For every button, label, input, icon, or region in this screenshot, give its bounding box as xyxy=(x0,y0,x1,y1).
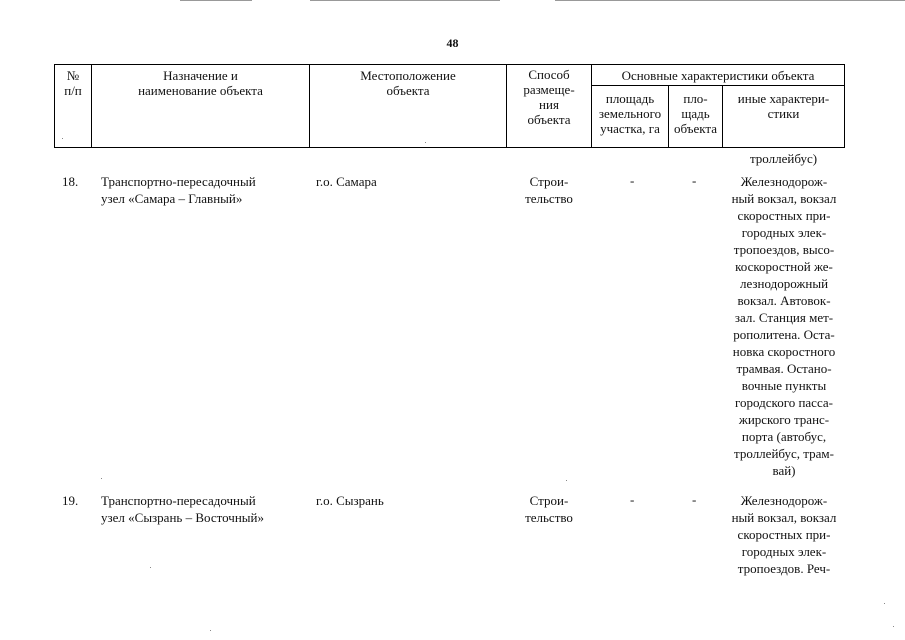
header-location: Местоположение объекта xyxy=(360,68,456,98)
scan-speck xyxy=(884,603,885,604)
page-number: 48 xyxy=(446,36,459,50)
scan-speck xyxy=(566,480,567,481)
row-object-area: - xyxy=(692,173,697,188)
header-purpose: Назначение и наименование объекта xyxy=(138,68,263,98)
row-location: г.о. Самара xyxy=(316,174,377,189)
row-number: 19. xyxy=(62,493,79,508)
row-number: 18. xyxy=(62,174,79,189)
row-purpose: Транспортно-пересадочный узел «Сызрань – Восточный» xyxy=(101,493,264,525)
top-rule xyxy=(310,0,500,1)
row-other-characteristics: Железнодорож- ный вокзал, вокзал скоростных при- городных элек- тропоездов, высо- коскоростной же- лезнодорожный вокзал. Автовок- зал. Станция мет- рополитена. Оста- новка скоростного трамвая. Остано- вочные пункты городского пасса- жирского транс- порта (автобус, троллейбус, трам- вай) xyxy=(731,174,837,478)
scan-speck xyxy=(150,567,151,568)
row-location: г.о. Сызрань xyxy=(316,493,384,508)
row-purpose: Транспортно-пересадочный узел «Самара – Главный» xyxy=(101,174,256,206)
row-land-area: - xyxy=(630,173,635,188)
header-method: Способ размеще- ния объекта xyxy=(523,67,575,127)
scan-speck xyxy=(893,626,894,627)
header-object-area: пло- щадь объекта xyxy=(673,91,718,136)
top-rule xyxy=(180,0,252,1)
row-method: Строи- тельство xyxy=(525,493,573,525)
row-method: Строи- тельство xyxy=(525,174,573,206)
scan-speck xyxy=(62,138,63,139)
scan-speck xyxy=(210,630,211,631)
top-rule xyxy=(555,0,905,1)
scan-speck xyxy=(425,142,426,143)
header-other-characteristics: иные характери- стики xyxy=(737,91,830,121)
header-number: № п/п xyxy=(64,68,82,98)
row-other-characteristics: Железнодорож- ный вокзал, вокзал скоростных при- городных элек- тропоездов. Реч- xyxy=(731,493,837,576)
row-land-area: - xyxy=(630,492,635,507)
header-land-area: площадь земельного участка, га xyxy=(598,91,662,136)
scan-speck xyxy=(101,478,102,479)
row-object-area: - xyxy=(692,492,697,507)
header-main-characteristics: Основные характеристики объекта xyxy=(621,68,815,83)
carryover-text: троллейбус) xyxy=(749,151,818,166)
